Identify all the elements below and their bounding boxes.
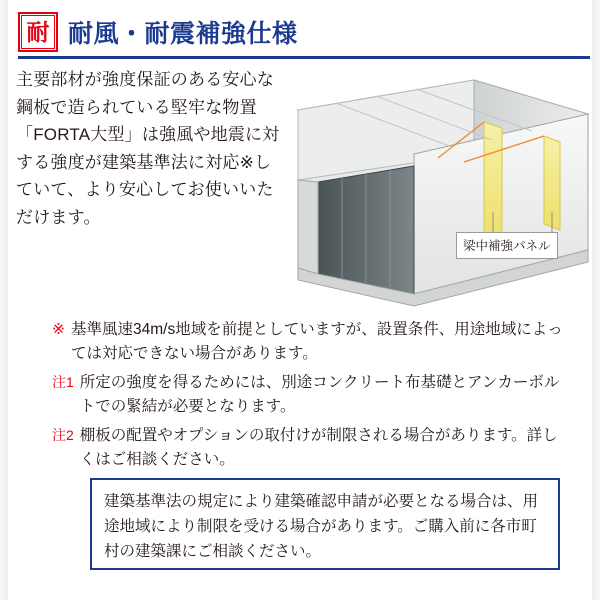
legal-notice-box — [90, 478, 560, 570]
note-marker: ※ — [52, 321, 65, 338]
note-item — [52, 424, 568, 473]
header-divider — [18, 56, 590, 59]
callout-beam-reinforcement-panel: 梁中補強パネル — [456, 232, 558, 259]
shed-illustration-svg — [288, 62, 594, 312]
page-header — [18, 12, 298, 52]
note-text: 所定の強度を得るためには、別途コンクリート布基礎とアンカーボルトでの緊結が必要となります。 — [79, 373, 560, 416]
badge-inner-frame — [21, 15, 55, 49]
badge-label: 耐 — [26, 18, 50, 45]
note-item — [52, 318, 568, 367]
page-title: 耐風・耐震補強仕様 — [68, 20, 298, 48]
note-marker: 注1 — [52, 373, 74, 390]
page-edge-left — [4, 0, 8, 600]
note-marker: 注2 — [52, 426, 74, 443]
durability-badge-icon — [18, 12, 58, 52]
shed-illustration — [288, 62, 594, 312]
legal-notice-text: 建築基準法の規定により建築確認申請が必要となる場合は、用途地域により制限を受ける場合があります。ご購入前に各市町村の建築課にご相談ください。 — [104, 493, 539, 560]
lead-paragraph: 主要部材が強度保証のある安心な鋼板で造られている堅牢な物置「FORTA大型」は強風や地震に対する強度が建築基準法に対応※していて、より安心してお使いいただけます。 — [16, 70, 280, 227]
note-text: 棚板の配置やオプションの取付けが制限される場合があります。詳しくはご相談ください。 — [79, 426, 558, 469]
note-text: 基準風速34m/s地域を前提としていますが、設置条件、用途地域によっては対応できない場合があります。 — [71, 321, 563, 363]
note-item — [52, 371, 568, 420]
notes-list — [52, 318, 568, 477]
